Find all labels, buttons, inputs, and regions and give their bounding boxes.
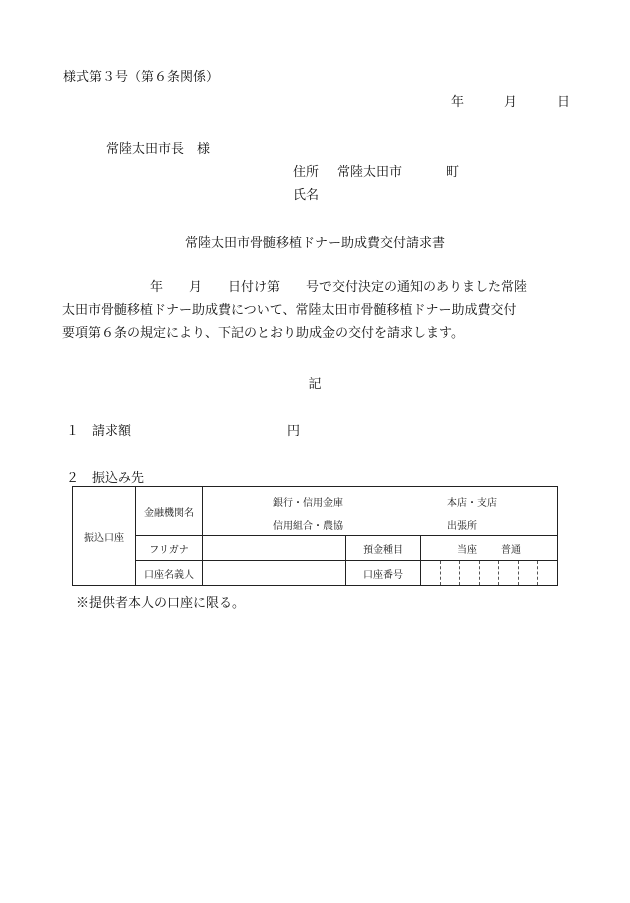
item1-unit: 円	[287, 424, 301, 439]
account-number-field[interactable]	[421, 561, 558, 586]
branch-option-1: 本店・支店	[447, 498, 497, 509]
item1-number: １	[66, 424, 80, 439]
address-city: 常陸太田市	[337, 165, 403, 180]
address-town: 町	[446, 165, 460, 180]
item2-label: 振込み先	[92, 471, 145, 486]
body-line-1: 年 月 日付け第 号で交付決定の通知のありました常陸	[150, 280, 528, 295]
date-day: 日	[556, 95, 570, 110]
holder-field[interactable]	[203, 561, 346, 586]
bank-label: 金融機関名	[136, 487, 203, 536]
digit-box[interactable]	[421, 561, 440, 585]
date-line	[451, 91, 570, 110]
address-label: 住所	[293, 165, 320, 180]
holder-label: 口座名義人	[136, 561, 203, 586]
date-month: 月	[503, 95, 517, 110]
digit-box[interactable]	[459, 561, 479, 585]
item2-number: ２	[66, 471, 80, 486]
addressee: 常陸太田市長 様	[106, 142, 211, 157]
body-line-3: 要項第６条の規定により、下記のとおり助成金の交付を請求します。	[62, 326, 464, 341]
type-ordinary: 普通	[501, 544, 521, 556]
account-note: ※提供者本人の口座に限る。	[76, 596, 246, 611]
digit-box[interactable]	[537, 561, 557, 585]
body-paragraph	[62, 276, 572, 345]
bank-name-field[interactable]	[203, 487, 558, 536]
digit-box[interactable]	[498, 561, 518, 585]
account-number-digits	[421, 561, 557, 585]
document-title: 常陸太田市骨髄移植ドナー助成費交付請求書	[184, 236, 445, 251]
digit-box[interactable]	[518, 561, 538, 585]
applicant-address	[293, 161, 459, 180]
body-line-2: 太田市骨髄移植ドナー助成費について、常陸太田市骨髄移植ドナー助成費交付	[62, 303, 517, 318]
deposit-type-label: 預金種目	[346, 536, 421, 561]
name-label: 氏名	[293, 188, 320, 203]
type-current: 当座	[457, 544, 477, 556]
item-claim-amount	[66, 420, 300, 439]
deposit-type-field[interactable]	[421, 536, 558, 561]
digit-box[interactable]	[479, 561, 499, 585]
bank-option-1: 銀行・信用金庫	[273, 498, 343, 509]
digit-box[interactable]	[440, 561, 460, 585]
furigana-field[interactable]	[203, 536, 346, 561]
form-number: 様式第３号（第６条関係）	[63, 70, 220, 85]
bank-option-2: 信用組合・農協	[273, 521, 343, 532]
account-number-label: 口座番号	[346, 561, 421, 586]
furigana-label: フリガナ	[136, 536, 203, 561]
item1-label: 請求額	[92, 424, 132, 439]
account-table	[72, 486, 558, 586]
branch-option-2: 出張所	[447, 521, 477, 532]
section-label: 振込口座	[73, 487, 136, 586]
date-year: 年	[450, 95, 464, 110]
applicant-name	[293, 184, 319, 203]
ki-heading: 記	[308, 377, 322, 392]
item-transfer-destination	[66, 467, 144, 486]
